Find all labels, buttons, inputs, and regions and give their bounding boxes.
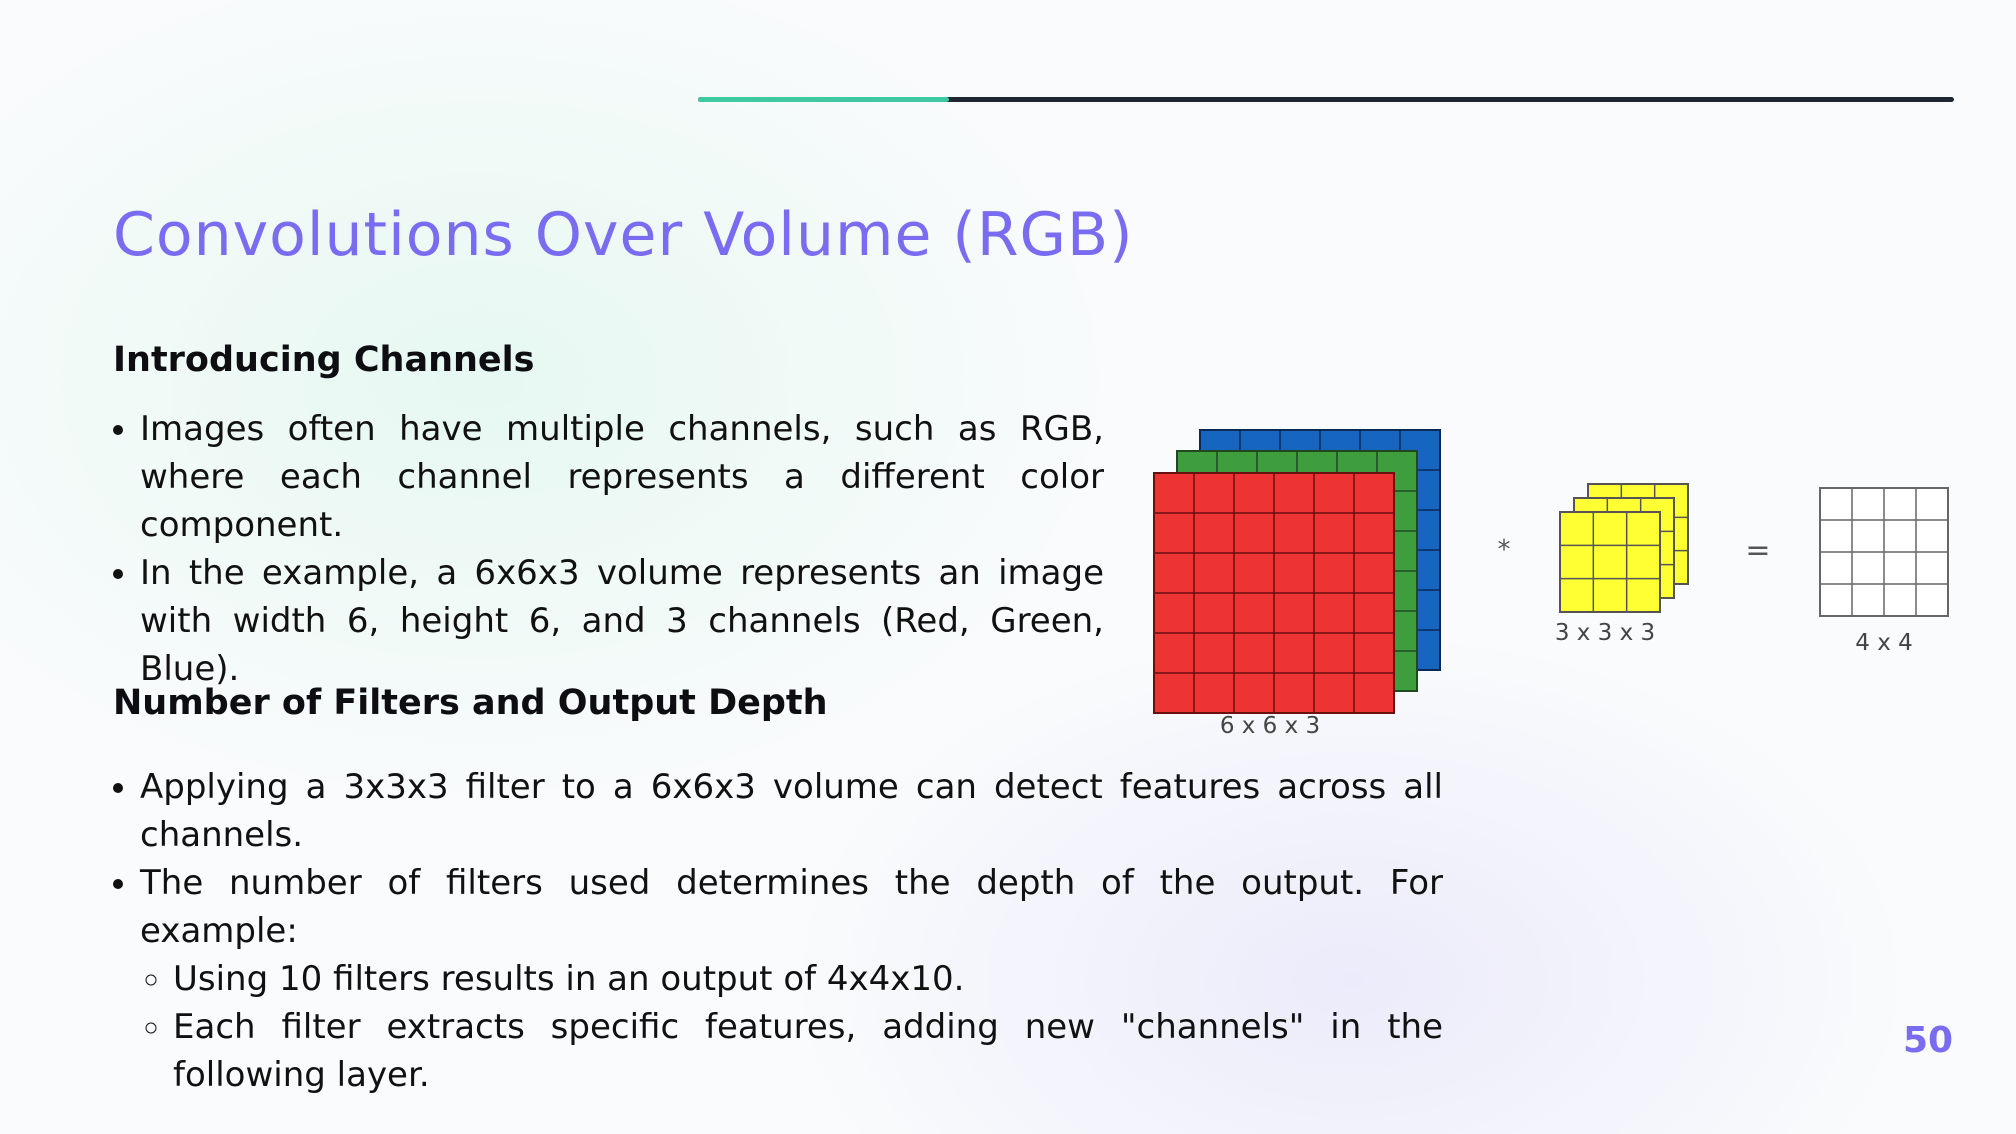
output-grid-label: 4 x 4 <box>1855 630 1913 656</box>
list-item: • In the example, a 6x6x3 volume represents an image with width 6, height 6, and 3 channels (Red, Green, Blue). <box>140 549 1104 693</box>
convolution-diagram <box>1140 418 1960 748</box>
input-volume-label: 6 x 6 x 3 <box>1219 713 1321 739</box>
sub-list-item: ◦ Using 10 filters results in an output of 4x4x10. <box>173 955 1443 1003</box>
output-grid-4x4 <box>1820 488 1948 616</box>
slide-title: Convolutions Over Volume (RGB) <box>113 200 1134 270</box>
sub-bullet-list <box>140 955 1443 1099</box>
filter-volume-label: 3 x 3 x 3 <box>1554 620 1656 646</box>
section-heading-channels: Introducing Channels <box>113 340 535 380</box>
list-item-text: The number of filters used determines the depth of the output. For example: <box>140 863 1443 951</box>
filter-layer-1 <box>1560 512 1660 612</box>
output-cells <box>1820 488 1948 616</box>
slide-progress-fill <box>698 97 949 102</box>
equals-sign: = <box>1745 533 1771 568</box>
list-item <box>140 859 1443 1099</box>
sub-list-item: ◦ Each filter extracts specific features, adding new "channels" in the following layer. <box>173 1003 1443 1099</box>
filters-bullet-list <box>113 763 1443 1099</box>
section-heading-filters: Number of Filters and Output Depth <box>113 683 828 723</box>
list-item: • Images often have multiple channels, such as RGB, where each channel represents a different color component. <box>140 405 1104 549</box>
page-number: 50 <box>1903 1020 1954 1061</box>
filter-volume-3x3x3 <box>1560 484 1688 612</box>
convolution-operator: * <box>1497 535 1511 565</box>
channels-bullet-list <box>113 405 1104 693</box>
slide-progress-bar <box>698 97 1954 102</box>
list-item: • Applying a 3x3x3 filter to a 6x6x3 volume can detect features across all channels. <box>140 763 1443 859</box>
input-volume-6x6x3 <box>1154 430 1440 713</box>
red-channel-layer <box>1154 473 1394 713</box>
